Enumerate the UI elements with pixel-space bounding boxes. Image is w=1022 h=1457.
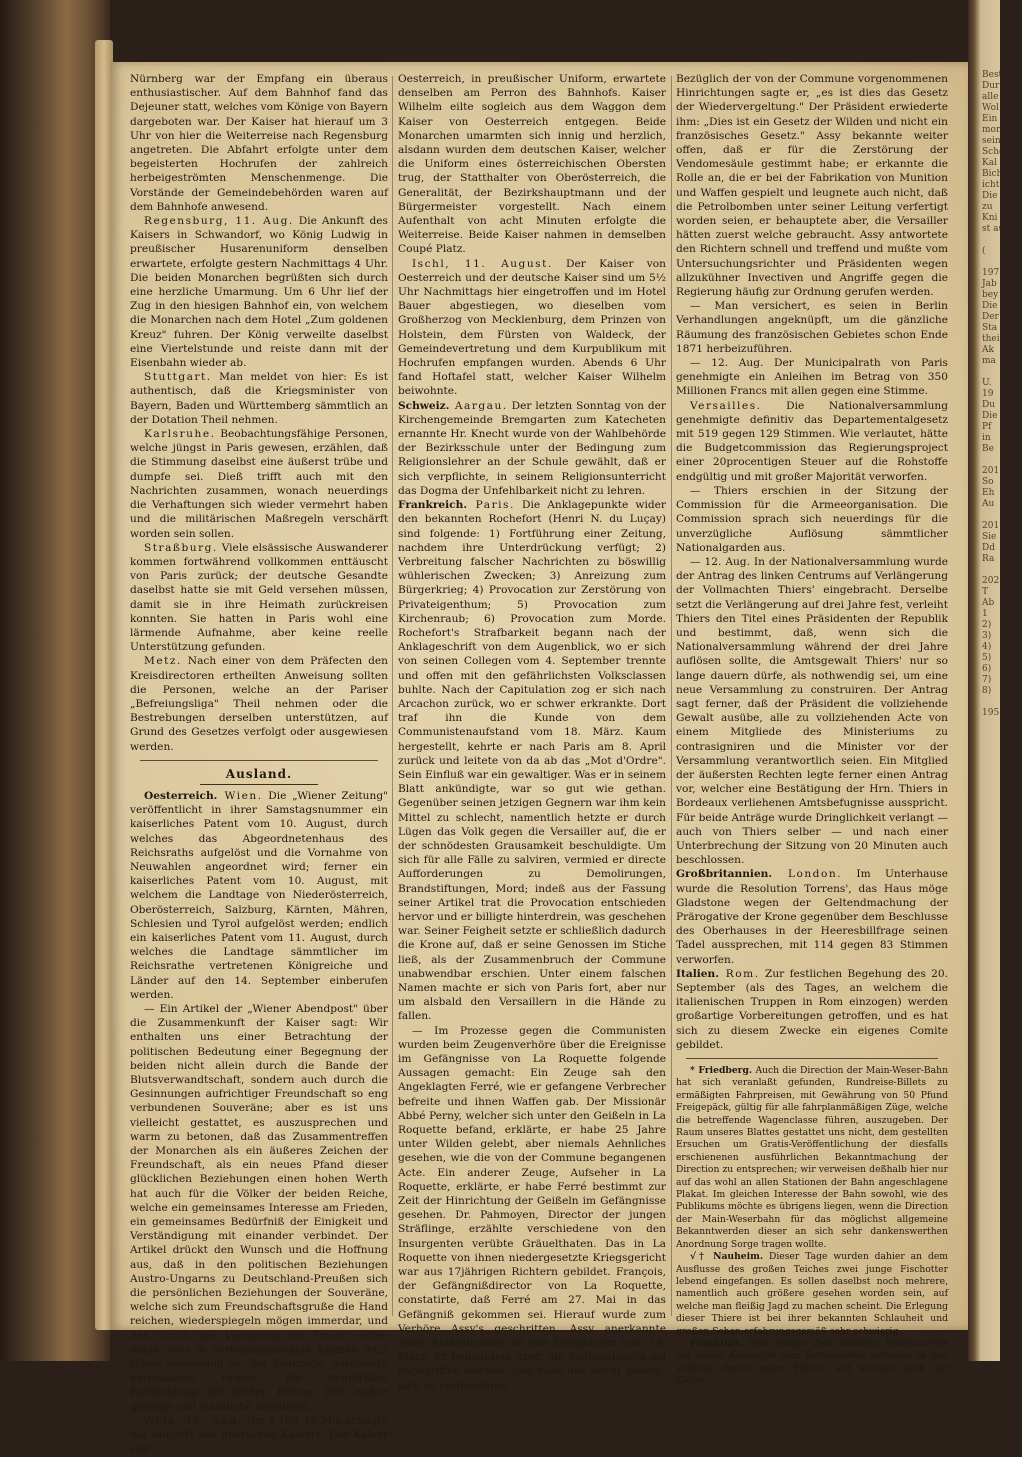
divider xyxy=(140,760,378,761)
article-wels: Wels, 11. Aug. Um 1 Uhr 10 Min erfolgte die Ankunft des deutschen Kaisers. Der Kaiser von xyxy=(130,1414,388,1456)
column-rule xyxy=(671,76,672,1316)
column-2 xyxy=(398,72,666,1392)
local-friedberg: * Friedberg. Auch die Direction der Main-Weser-Bahn hat sich veranlaßt gefunden, Rundreise-Billets zu ermäßigten Fahrpreisen, mit Gewährung von 50 Pfund Freigepäck, gültig für alle fahrplanmäßigen Züge, welche die betreffende Wagenclasse führen, auszugeben. Der Raum unseres Blattes gestattet uns nicht, dem gestellten Ersuchen um Gratis-Veröffentlichung der diesfalls erschienenen ausführlichen Bekanntmachung der Direction zu entsprechen; wir verweisen deßhalb hier nur auf das wohl an allen Stationen der Bahn angeschlagene Plakat. Im gleichen Interesse der Bahn sowohl, wie des Publikums möchte es übrigens liegen, wenn die Direction der Main-Weserbahn für das möglichst allgemeine Bekanntwerden dieser an sich sehr dankenswerthen Anordnung Sorge tragen wollte. xyxy=(676,1065,948,1250)
column-1 xyxy=(130,72,388,1456)
article-schweiz-aargau: Schweiz. Aargau. Der letzten Sonntag von der Kirchengemeinde Bremgarten zum Katecheten ernannte Hr. Knecht wurde von der Wahlbehörde der Bezirksschule unter der Bedingung zum Religionslehrer an der Schule gewählt, daß er sich verpflichte, in seinem Religionsunterricht das Dogma der Unfehlbarkeit nicht zu lehren. xyxy=(398,399,666,497)
article-strassburg: Straßburg. Viele elsässische Auswanderer kommen fortwährend vollkommen enttäuscht von Paris zurück; der deutsche Gesandte daselbst hatte sie mit Geld versehen müssen, damit sie in ihre Heimath zurückreisen konnten. Sie hatten in Paris wohl eine lärmende Aufnahme, aber keine reelle Unterstützung gefunden. xyxy=(130,541,388,654)
article-versailles: Versailles. Die Nationalversammlung genehmigte definitiv das Departementalgesetz mit 519 gegen 129 Stimmen. Wie verlautet, hätte die Budgetcommission das Regierungsproject einer 20procentigen Steuer auf die Rohstoffe endgültig und mit großer Majorität verworfen. xyxy=(676,399,948,483)
article-paragraph: Oesterreich, in preußischer Uniform, erwartete denselben am Perron des Bahnhofs. Kaiser Wilhelm eilte sogleich aus dem Waggon dem Kaiser von Oesterreich entgegen. Beide Monarchen umarmten sich innig und herzlich, alsdann wurden dem deutschen Kaiser, welcher die Uniform eines österreichischen Obersten trug, der Statthalter von Oberösterreich, die Generalität, der Bezirkshauptmann und der Bürgermeister vorgestellt. Nach einem Aufenthalt von acht Minuten erfolgte die Weiterreise. Beide Kaiser nahmen in demselben Coupé Platz. xyxy=(398,73,666,256)
section-heading-ausland: Ausland. xyxy=(130,767,388,785)
local-frankfurt: Frankfurt. Seit einiger Zeit kommen Briefcouverts mit einem Klebestoff zum Verschließen versehen in den Verkehr, deren innere Fläche, auf welcher auch der Klebe- xyxy=(676,1337,948,1387)
article-paragraph: Nürnberg war der Empfang ein überaus enthusiastischer. Auf dem Bahnhof fand das Dejeuner statt, welches vom Könige von Bayern dargeboten war. Der Kaiser hat hierauf um 3 Uhr von hier die Weiterreise nach Regensburg angetreten. Die Abfahrt erfolgte unter dem begeisterten Hochrufen der zahlreich herbeigeströmten Menschenmenge. Die Vorstände der Gemeindebehörden waren auf dem Bahnhofe anwesend. xyxy=(130,73,388,213)
article-thiers-commission: — Thiers erschien in der Sitzung der Commission für die Armeeorganisation. Die Commission sprach sich neuerdings für die unverzügliche Auflösung sämmtlicher Nationalgarden aus. xyxy=(676,484,948,554)
adjacent-page-text: Best Dur alle Wol Ein mon sein Scho Kal Bich icht Die zu Kni st au ( 197 Jab bey Die Der Sta thei Ak ma U. 19 Du Die Pf in Be 201 So Eh Au 201 Sie Dd Ra 202 T Ab 1 2) 3) 4) 5) 6) 7) 8) 1951 xyxy=(982,70,1005,718)
article-regensburg: Regensburg, 11. Aug. Die Ankunft des Kaisers in Schwandorf, wo König Ludwig in preußischer Husarenuniform denselben erwartete, erfolgte gestern Nachmittags 4 Uhr. Die beiden Monarchen begrüßten sich durch eine herzliche Umarmung. Um 6 Uhr lief der Zug in den hiesigen Bahnhof ein, von welchem die Monarchen nach dem Hotel „Zum goldenen Kreuz" fuhren. Der König verweilte daselbst eine Viertelstunde und reiste dann mit der Eisenbahn wieder ab. xyxy=(130,215,388,370)
local-nauheim: √† Nauheim. Dieser Tage wurden dahier an dem Ausflusse des großen Teiches zwei junge Fischotter lebend eingefangen. Es sollen daselbst noch mehrere, namentlich auch größere gesehen worden sein, auf welche man fleißig Jagd zu machen scheint. Die Erlegung dieser Thiere ist bei ihrer bekannten Schlauheit und großen Schen erfahrungsgemäß sehr schwierig. xyxy=(676,1251,948,1337)
newspaper-page xyxy=(110,62,968,1456)
article-wiener-abendpost: — Ein Artikel der „Wiener Abendpost" über die Zusammenkunft der Kaiser sagt: Wir enthalten uns einer Betrachtung der politischen Bedeutung einer Begegnung der beiden nicht allein durch die Bande der Blutsverwandtschaft, sondern auch durch die Gesinnungen aufrichtiger Freundschaft so eng verbundenen Souveräne; aber es ist uns vielleicht gestattet, es auszusprechen und warm zu betonen, daß das Zusammentreffen der Monarchen als ein äußeres Zeichen der Freundschaft, als ein neues Pfand dieser glücklichen Beziehungen einen hohen Werth hat auch für die Völker der beiden Reiche, welche ein gemeinsames Interesse am Frieden, ein gemeinsames Bedürfniß der Einigkeit und Verständigung mit einander verbindet. Der Artikel drückt den Wunsch und die Hoffnung aus, daß in den politischen Beziehungen Austro-Ungarns zu Deutschland-Preußen sich die persönlichen Beziehungen der Souveräne, welche sich zum Freundschaftsgruße die Hand reichen, wiederspiegeln mögen immerdar, und daß durch dies Verhältniß zur Frucht reifen möge, was in verheißungsvollen Keimen jetzt schon vorhanden ist: der dauernde, gesicherte europäische Friede, die ungetrübte Entwicklung der beiden Reiche, ihre wahre geistige und staatliche Wohlfahrt. xyxy=(130,1003,388,1413)
article-oesterreich-wien: Oesterreich. Wien. Die „Wiener Zeitung" veröffentlicht in ihrer Samstagsnummer ein kaiserliches Patent vom 10. August, durch welches das Abgeordnetenhaus des Reichsraths aufgelöst und die Vornahme von Neuwahlen angeordnet wird; ferner ein kaiserliches Patent vom 10. August, mit welchem die Landtage von Niederösterreich, Oberösterreich, Salzburg, Kärnten, Mähren, Schlesien und Tyrol aufgelöst werden; endlich ein kaiserliches Patent vom 11. August, durch welches die Landtage sämmtlicher im Reichsrathe vertretenen Königreiche und Länder auf den 14. September einberufen werden. xyxy=(130,789,388,1001)
article-nationalversammlung: — 12. Aug. In der Nationalversammlung wurde der Antrag des linken Centrums auf Verlängerung der Vollmachten Thiers' eingebracht. Derselbe setzt die Verlängerung auf drei Jahre fest, verleiht Thiers den Titel eines Präsidenten der Republik und bestimmt, daß, wenn sich die Nationalversammlung während der drei Jahre auflösen sollte, die Amtsgewalt Thiers' nur so lange dauern dürfe, als nothwendig sei, um eine neue Versammlung zu construiren. Der Antrag sagt ferner, daß der Präsident die vollziehende Gewalt ausübe, alle zu vollziehenden Acte von einem Mitgliede des Ministeriums zu contrasigniren und die Minister vor der Versammlung verantwortlich seien. Ein Mitglied der äußersten Rechten legte ferner einen Antrag vor, welcher eine Bestätigung der Hrn. Thiers in Bordeaux verliehenen Amtsbefugnisse ausspricht. Für beide Anträge wurde Dringlichkeit verlangt — auch von Thiers selber — und nach einer Unterbrechung der Sitzung von 20 Minuten auch beschlossen. xyxy=(676,555,948,867)
article-frankreich-paris: Frankreich. Paris. Die Anklagepunkte wider den bekannten Rochefort (Henri N. du Luçay) sind folgende: 1) Fortführung einer Zeitung, nachdem ihre Unterdrückung verfügt; 2) Verbreitung falscher Nachrichten zu böswillig wühlerischen Zwecken; 3) Anreizung zum Bürgerkrieg; 4) Provocation zur Zerstörung von Privateigenthum; 5) Provocation zum Kirchenraub; 6) Provocation zum Morde. Rochefort's Strafbarkeit begann nach der Anklageschrift von dem Augenblick, wo er sich von seinen Collegen vom 4. September trennte und offen mit den gefährlichsten Volksclassen buhlte. Nach der Capitulation zog er sich nach Arcachon zurück, wo er schwer erkrankte. Dort traf ihn die Kunde von dem Communistenaufstand vom 18. März. Kaum hergestellt, kehrte er nach Paris am 8. April zurück und leitete von da ab das „Mot d'Ordre". Sein Einfluß war ein gewaltiger. Was er in seinem Blatt ankündigte, war so gut wie gethan. Gegenüber seinen jetzigen Gegnern war ihm kein Mittel zu schlecht, namentlich hetzte er durch Lügen das Volk gegen die Versailler auf, die er der schnödesten Grausamkeit beschuldigte. Um sich für alle Fälle zu salviren, vermied er directe Aufforderungen zu Demolirungen, Brandstiftungen, Mord; indeß aus der Fassung seiner Artikel trat die Provocation entschieden hervor und er billigte hinterdrein, was geschehen war. Seiner Feigheit setzte er schließlich dadurch die Krone auf, daß er seine Genossen im Stiche ließ, als der Zusammenbruch der Commune unabwendbar erschien. Unter einem falschen Namen machte er sich von Paris fort, aber nur um alsbald den Versaillern in die Hände zu fallen. xyxy=(398,499,666,1023)
divider xyxy=(686,1058,938,1059)
column-3 xyxy=(676,72,948,1387)
article-municipalrath: — 12. Aug. Der Municipalrath von Paris genehmigte ein Anleihen im Betrag von 350 Millionen Francs mit allen gegen eine Stimme. xyxy=(676,357,948,398)
article-prozess-communisten: — Im Prozesse gegen die Communisten wurden beim Zeugenverhöre über die Ereignisse im Gefängnisse von La Roquette folgende Aussagen gemacht: Ein Zeuge sah den Angeklagten Ferré, wie er gefangene Verbrecher befreite und ihnen Waffen gab. Der Missionär Abbé Perny, welcher sich unter den Geißeln in La Roquette befand, erklärte, er habe 25 Jahre unter Wilden gelebt, aber niemals Aehnliches gesehen, wie die von der Commune begangenen Acte. Ein anderer Zeuge, Aufseher in La Roquette, erklärte, er habe Ferré bestimmt zur Zeit der Hinrichtung der Geißeln im Gefängnisse gesehen. Dr. Pahmoyen, Director der jungen Sträflinge, erzählte verschiedene von den Insurgenten verübte Gräuelthaten. Das in La Roquette von ihnen niedergesetzte Kriegsgericht war aus 17jährigen Richtern gebildet. François, der Gefängnißdirector von La Roquette, constatirte, daß Ferré am 27. Mai in das Gefängniß gekommen sei. Hierauf wurde zum Verhöre Assy's geschritten. Assy anerkannte seine Antheilnahme an den Ereignissen vom 18. März. Er behauptete aber, die Nationalgarde sei angegriffen worden, und habe das Recht gehabt, sich zu vertheidigen. xyxy=(398,1024,666,1392)
article-ischl: Ischl, 11. August. Der Kaiser von Oesterreich und der deutsche Kaiser sind um 5½ Uhr Nachmittags hier eingetroffen und im Hotel Bauer abgestiegen, wo dieselben vom Großherzog von Mecklenburg, dem Prinzen von Holstein, dem Fürsten von Waldeck, der Gemeindevertretung und dem Kurpublikum mit Hochrufen empfangen wurden. Abends 6 Uhr fand Hoftafel statt, welcher Kaiser Wilhelm beiwohnte. xyxy=(398,257,666,398)
column-rule xyxy=(392,76,393,1316)
article-metz: Metz. Nach einer von dem Präfecten den Kreisdirectoren ertheilten Anweisung sollten die Personen, welche an der Pariser „Befreiungsliga" Theil nehmen oder die Bestrebungen derselben unterstützen, auf Grund des Gesetzes verfolgt oder ausgewiesen werden. xyxy=(130,655,388,753)
article-grossbritannien: Großbritannien. London. Im Unterhause wurde die Resolution Torrens', das Haus möge Gladstone wegen der Geltendmachung der Prärogative der Krone gegenüber dem Beschlusse des Oberhauses in der Heeresbillfrage seinen Tadel aussprechen, mit 114 gegen 83 Stimmen verworfen. xyxy=(676,868,948,966)
article-stuttgart: Stuttgart. Man meldet von hier: Es ist authentisch, daß die Kriegsminister von Bayern, Baden und Württemberg sämmtlich an der Dotation Theil nehmen. xyxy=(130,371,388,426)
article-italien-rom: Italien. Rom. Zur festlichen Begehung des 20. September (als des Tages, an welchem die italienischen Truppen in Rom einzogen) werden großartige Vorbereitungen getroffen, und es hat sich zu diesem Zwecke ein eigenes Comite gebildet. xyxy=(676,967,948,1051)
article-karlsruhe: Karlsruhe. Beobachtungsfähige Personen, welche jüngst in Paris gewesen, erzählen, daß die Stimmung daselbst eine äußerst trübe und dumpfe sei. Dieß trifft auch mit den Nachrichten zusammen, wonach neuerdings die Verhaftungen sich wieder vermehrt haben und die militärischen Maßregeln verschärft worden sein sollen. xyxy=(130,428,388,540)
article-paragraph: Bezüglich der von der Commune vorgenommenen Hinrichtungen sagte er, „es ist dies das Gesetz der Wiedervergeltung." Der Präsident erwiederte ihm: „Dies ist ein Gesetz der Wilden und nicht ein französisches Gesetz." Assy bekannte weiter offen, daß er für die Zerstörung der Vendomesäule gestimmt habe; er erkannte die Rolle an, die er bei der Fabrikation von Munition und Waffen gespielt und leugnete auch nicht, daß die Petrolbomben unter seiner Leitung verfertigt worden seien, er behauptete aber, die Versailler hätten zuerst welche gebraucht. Assy antwortete den Richtern schnell und treffend und mußte vom Untersuchungsrichter und Präsidenten wegen allzukühner Invectiven und Angriffe gegen die Regierung häufig zur Ordnung gerufen werden. xyxy=(676,73,948,299)
adjacent-page-edge xyxy=(968,0,1005,1361)
book-binding xyxy=(0,0,110,1361)
article-berlin-raeumung: — Man versichert, es seien in Berlin Verhandlungen angeknüpft, um die gänzliche Räumung des französischen Gebietes schon Ende 1871 herbeizuführen. xyxy=(676,300,948,355)
